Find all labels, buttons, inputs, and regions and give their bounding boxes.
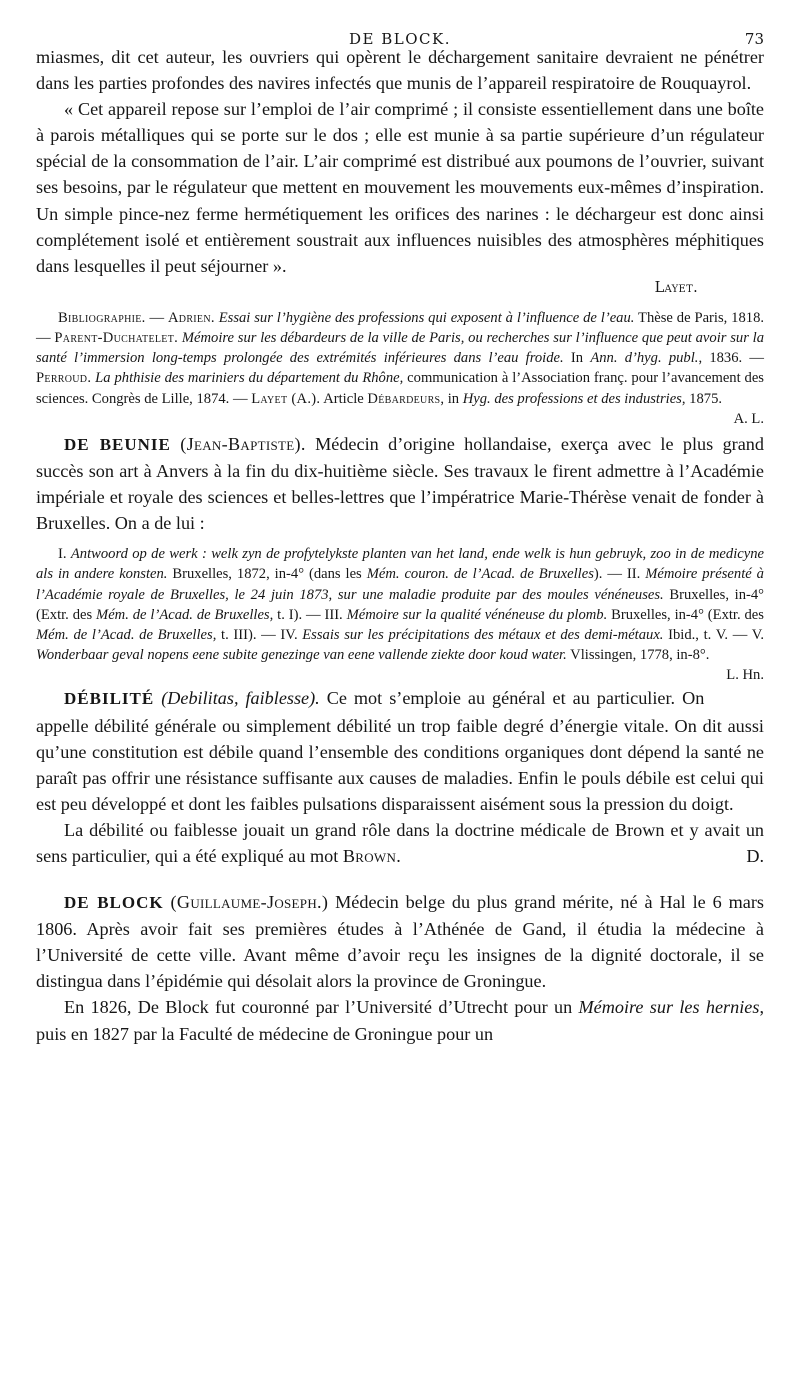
entry-latin: (Debilitas, faiblesse). <box>161 688 320 709</box>
entry-de-block-para2: En 1826, De Block fut couronné par l’Université d’Utrecht pour un Mémoire sur les hernies, puis en 1827 par la Faculté de médecine de Groningue pour un <box>36 997 764 1044</box>
entry-names: (Jean-Baptiste). <box>180 433 306 454</box>
entry-de-block <box>36 889 764 1047</box>
work-title: Essais sur les précipitations des métaux et des demi-métaux. <box>302 627 664 644</box>
bibliography-label: Bibliographie. <box>58 309 146 326</box>
page-number: 73 <box>744 30 764 48</box>
entry-de-block-text: DE BLOCK (Guillaume-Joseph.) Médecin belge du plus grand mérite, né à Hal le 6 mars 1806. Après avoir fait ses premières études à l’Athénée de Gand, il étudia la médecine à l’Université de cette ville. Avant même d’avoir reçu les insignes de la dignité doctorale, il se distingua dans l’épidémie qui désolait alors la province de Groningue. <box>36 892 764 992</box>
work-title: Antwoord op de werk : welk zyn de profytelykste planten van het land, ende welk is hun gebruyk, zoo in de medicyne als in andere konsten. <box>36 546 764 583</box>
entry-debilite <box>36 685 764 869</box>
entry-debilite-text: DÉBILITÉ (Debilitas, faiblesse). Ce mot s’emploie au général et au particulier. On appelle débilité générale ou simplement débilité un trop faible degré d’énergie vitale. On dit aussi qu’une constitution est débile quand l’ensemble des conditions organiques dont dépend la santé ne paraît pas offrir une résistance suffisante aux causes de maladies. Enfin le pouls débile est celui qui est peu développé et dont les faibles pulsations disparaissent aisément sous la pression du doigt. <box>36 688 764 814</box>
headword-de-block: DE BLOCK <box>64 893 164 913</box>
bib-title: Mémoire sur les débardeurs de la ville de Paris, ou recherches sur l’influence que peut avoir sur la santé l’immersion long-temps prolongée des extrémités inférieures dans l’eau froide. <box>36 330 765 367</box>
entry-de-beunie <box>36 431 765 684</box>
bib-title: Essai sur l’hygiène des professions qui exposent à l’influence de l’eau. <box>218 309 635 326</box>
memoire-title: Mémoire sur les hernies <box>578 997 760 1018</box>
work-source: Mém. couron. de l’Acad. de Bruxelles <box>366 566 594 583</box>
author-signature: Layet. <box>654 279 698 296</box>
bib-author: Parent-Duchatelet. <box>54 330 179 347</box>
cross-reference-brown: Brown. <box>342 846 402 867</box>
work-source: Mém. de l’Acad. de Bruxelles, <box>36 627 217 644</box>
works-list: I. Antwoord op de werk : welk zyn de profytelykste planten van het land, ende welk is hun gebruyk, zoo in de medicyne als in andere konsten. Bruxelles, 1872, in-4° (dans les Mém. couron. de l’Acad. de Bruxelles). — II. Mémoire présenté à l’Académie royale de Bruxelles, le 24 juin 1873, sur une maladie produite par des moules vénéneuses. Bruxelles, in-4° (Extr. des Mém. de l’Acad. de Bruxelles, t. I). — III. Mémoire sur la qualité vénéneuse du plomb. Bruxelles, in-4° (Extr. des Mém. de l’Acad. de Bruxelles, t. III). — IV. Essais sur les précipitations des métaux et des demi-métaux. Ibid., t. V. — V. Wonderbaar geval nopens eene subite genezinge van eene vallende ziekte door koud water. Vlissingen, 1778, in-8°. L. Hn. <box>36 544 764 665</box>
running-title: DE BLOCK. <box>349 30 451 48</box>
entry-names: (Guillaume-Joseph.) <box>170 892 329 913</box>
work-title: Mémoire présenté à l’Académie royale de Bruxelles, le 24 juin 1873, sur une maladie produite par des moules vénéneuses. <box>36 566 764 603</box>
rouquayrol-section <box>36 44 764 296</box>
headword-de-beunie: DE BEUNIE <box>64 434 171 454</box>
bib-initials: A. L. <box>733 410 764 427</box>
headword-debilite: DÉBILITÉ <box>64 689 155 709</box>
bib-author: Perroud. <box>36 370 92 387</box>
entry-signature: D. <box>746 846 764 867</box>
bib-title: Hyg. des professions et des industries <box>462 390 682 407</box>
bib-author: Adrien. <box>167 309 215 326</box>
bib-author: Layet (A.). <box>251 390 321 407</box>
bib-article: Débardeurs <box>367 390 441 407</box>
bib-title: La phthisie des mariniers du département du Rhône, <box>95 370 404 387</box>
page-header <box>36 0 764 48</box>
work-title: Mémoire sur la qualité vénéneuse du plomb. <box>346 606 608 623</box>
paragraph-appareil-quote: « Cet appareil repose sur l’emploi de l’air comprimé ; il consiste essentiellement dans une boîte à parois métalliques qui se porte sur le dos ; elle est munie à sa partie supérieure d’un régulateur spécial de la consommation de l’air. L’air comprimé est distribué aux poumons de l’ouvrier, suivant ses besoins, par le régulateur que mettent en mouvement les mouvements eux-mêmes d’inspiration. Un simple pince-nez ferme hermétiquement les orifices des narines : le déchargeur est donc ainsi complétement isolé et entièrement soustrait aux influences nuisibles des atmosphères méphitiques dans lesquelles il peut séjourner ». <box>36 99 764 276</box>
paragraph-miasmes: miasmes, dit cet auteur, les ouvriers qui opèrent le déchargement sanitaire devraient ne pénétrer dans les parties profondes des navires infectés que munis de l’appareil respiratoire de Rouquayrol. <box>36 47 764 94</box>
entry-initials: L. Hn. <box>726 667 764 684</box>
entry-de-beunie-text: DE BEUNIE (Jean-Baptiste). Médecin d’origine hollandaise, exerça avec le plus grand succès son art à Anvers à la fin du dix-huitième siècle. Ses travaux le firent admettre à l’Académie impériale et royale des sciences et belles-lettres que l’impératrice Marie-Thérèse venait de fonder à Bruxelles. On a de lui : <box>36 433 764 534</box>
bibliography: Bibliographie. — Adrien. Essai sur l’hygiène des professions qui exposent à l’influence de l’eau. Thèse de Paris, 1818. — Parent-Duchatelet. Mémoire sur les débardeurs de la ville de Paris, ou recherches sur l’influence que peut avoir sur la santé l’immersion long-temps prolongée des extrémités inférieures dans l’eau froide. In Ann. d’hyg. publ., 1836. — Perroud. La phthisie des mariniers du département du Rhône, communication à l’Association franç. pour l’avancement des sciences. Congrès de Lille, 1874. — Layet (A.). Article Débardeurs, in Hyg. des professions et des industries, 1875. A. L. <box>36 308 764 409</box>
entry-debilite-brown: La débilité ou faiblesse jouait un grand rôle dans la doctrine médicale de Brown et y avait un sens particulier, qui a été expliqué au mot Brown. D. <box>36 817 764 869</box>
bib-journal: Ann. d’hyg. publ. <box>590 350 699 367</box>
work-source: Mém. de l’Acad. de Bruxelles, <box>96 606 274 623</box>
work-title: Wonderbaar geval nopens eene subite genezinge van eene vallende ziekte door koud water. <box>36 647 567 664</box>
